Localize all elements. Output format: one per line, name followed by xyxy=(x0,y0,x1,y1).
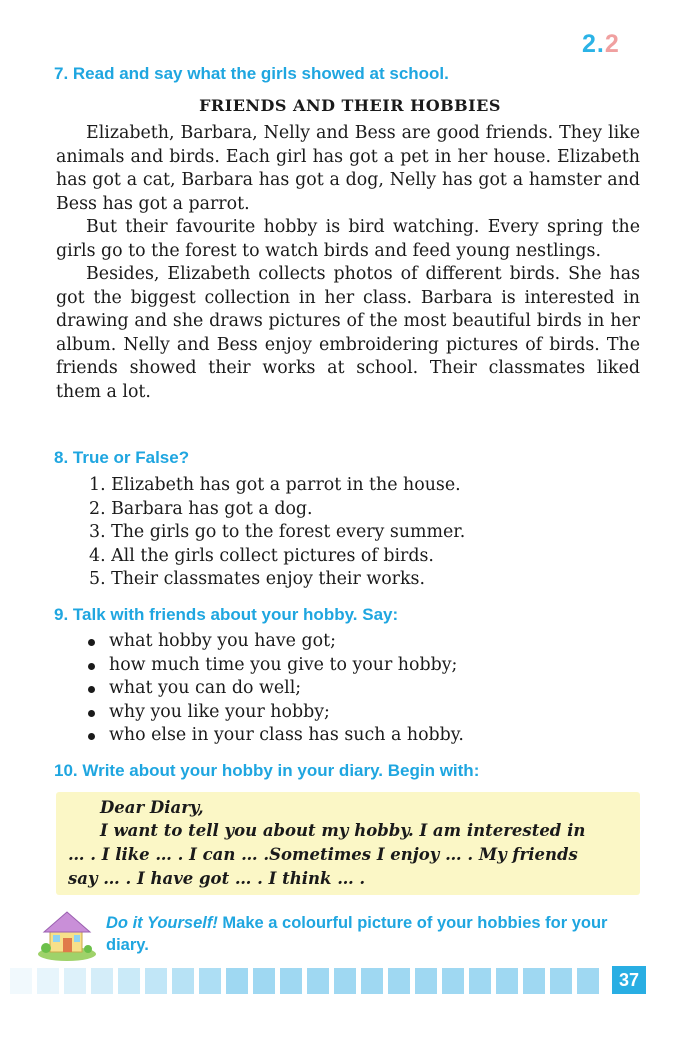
list-item: how much time you give to your hobby; xyxy=(56,654,640,678)
strip-square xyxy=(496,968,518,994)
story-paragraph-1: Elizabeth, Barbara, Nelly and Bess are good friends. They like animals and birds. Each girl has got a pet in her house. Elizabeth has got a cat, Barbara has got a dog, Nelly has got a hamster and Bess has got a parrot. xyxy=(56,123,640,214)
true-false-list xyxy=(56,474,640,592)
strip-square xyxy=(361,968,383,994)
list-item: 4. All the girls collect pictures of birds. xyxy=(89,545,434,566)
diary-line-3: … . I like … . I can … .Sometimes I enjoy … . My friends xyxy=(68,845,578,864)
strip-square xyxy=(64,968,86,994)
task-7-heading: 7. Read and say what the girls showed at school. xyxy=(54,64,449,83)
section-number: 2.2 xyxy=(582,30,620,58)
list-item: what hobby you have got; xyxy=(56,630,640,654)
strip-square xyxy=(280,968,302,994)
diary-box xyxy=(56,792,640,895)
strip-square xyxy=(577,968,599,994)
strip-square xyxy=(550,968,572,994)
story-text xyxy=(56,122,640,404)
bullet-icon xyxy=(88,733,95,740)
story-paragraph-3: Besides, Elizabeth collects photos of different birds. She has got the biggest collection in her class. Barbara is interested in drawing and she draws pictures of the most beautiful birds in her album. Nelly and Bess enjoy embroidering pictures of birds. The friends showed their works at school. Their classmates liked them a lot. xyxy=(56,264,640,402)
strip-square xyxy=(442,968,464,994)
strip-square xyxy=(415,968,437,994)
do-it-yourself-text: Make a colourful picture of your hobbies for your diary. xyxy=(106,914,608,954)
list-item: why you like your hobby; xyxy=(56,701,640,725)
list-item: 3. The girls go to the forest every summer. xyxy=(89,522,466,542)
list-item: 1. Elizabeth has got a parrot in the house. xyxy=(89,475,461,495)
bullet-icon xyxy=(88,686,95,693)
strip-square xyxy=(37,968,59,994)
task-8-heading: 8. True or False? xyxy=(54,448,190,467)
strip-square xyxy=(226,968,248,994)
strip-square xyxy=(307,968,329,994)
page-number: 37 xyxy=(612,966,646,994)
strip-square xyxy=(388,968,410,994)
list-item: what you can do well; xyxy=(56,677,640,701)
story-paragraph-2: But their favourite hobby is bird watching. Every spring the girls go to the forest to watch birds and feed young nestlings. xyxy=(56,217,640,261)
diary-line-1: Dear Diary, xyxy=(100,798,204,817)
strip-square xyxy=(199,968,221,994)
diary-line-4: say … . I have got … . I think … . xyxy=(68,869,366,888)
list-item: 5. Their classmates enjoy their works. xyxy=(89,569,425,589)
strip-square xyxy=(10,968,32,994)
diary-line-2: I want to tell you about my hobby. I am interested in xyxy=(100,821,586,840)
list-item: 2. Barbara has got a dog. xyxy=(89,498,313,519)
bullet-icon xyxy=(88,639,95,646)
do-it-yourself-label: Do it Yourself! xyxy=(106,914,218,932)
strip-square xyxy=(118,968,140,994)
strip-square xyxy=(91,968,113,994)
story-title: FRIENDS AND THEIR HOBBIES xyxy=(199,96,501,115)
strip-square xyxy=(145,968,167,994)
task-10-heading: 10. Write about your hobby in your diary. Begin with: xyxy=(54,761,480,780)
bullet-icon xyxy=(88,710,95,717)
task-9-heading: 9. Talk with friends about your hobby. Say: xyxy=(54,605,399,624)
strip-square xyxy=(334,968,356,994)
do-it-yourself-note xyxy=(106,912,646,956)
bullet-icon xyxy=(88,663,95,670)
strip-square xyxy=(469,968,491,994)
strip-square xyxy=(172,968,194,994)
strip-square xyxy=(253,968,275,994)
strip-square xyxy=(523,968,545,994)
talk-points-list xyxy=(56,630,640,748)
house-icon xyxy=(36,908,98,962)
list-item: who else in your class has such a hobby. xyxy=(56,724,640,748)
